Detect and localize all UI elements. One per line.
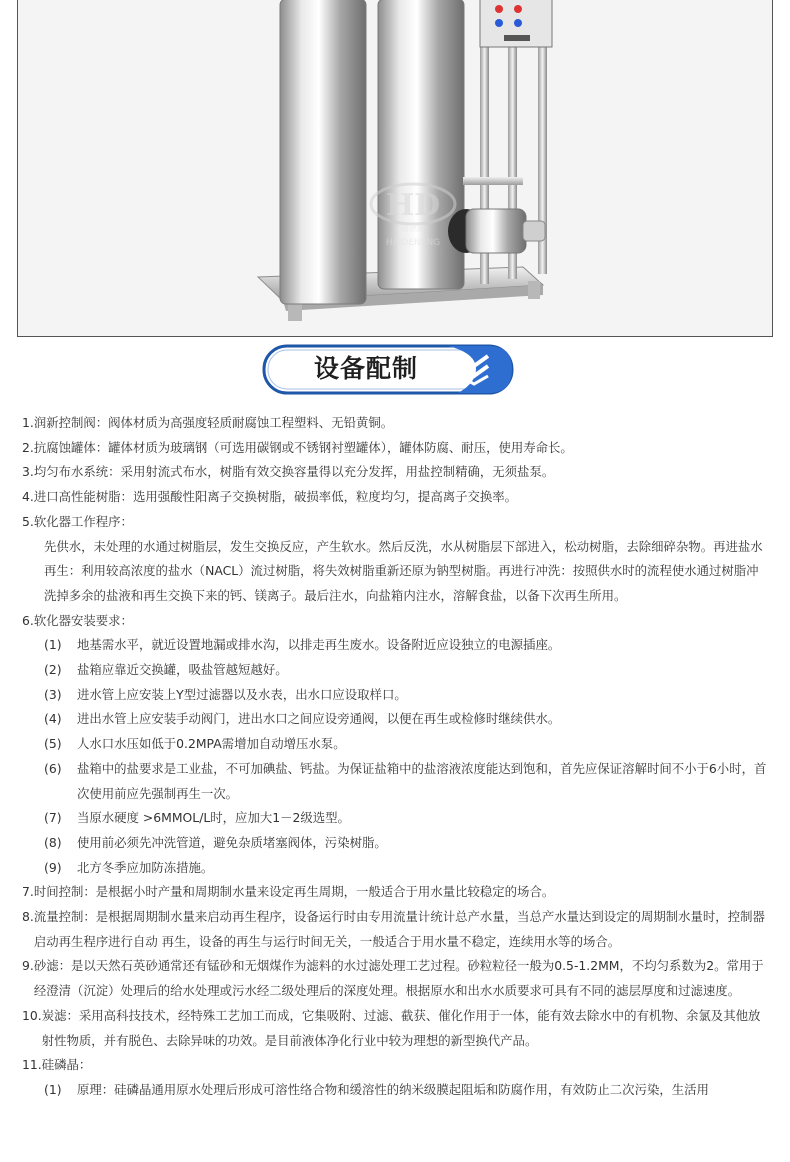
sub-item: (5) 人水口水压如低于0.2MPA需增加自动增压水泵。 [44, 736, 346, 752]
section-banner [262, 343, 514, 396]
equipment-photo [17, 0, 773, 337]
list-item: 5. 软化器工作程序： [22, 513, 133, 529]
section-title: 设备配制 [313, 354, 418, 383]
sub-item: (4) 进出水管上应安装手动阀门，进出水口之间应设旁通阀，以便在再生或检修时继续供水。 [44, 711, 561, 727]
list-item: 9. 砂滤：是以天然石英砂通常还有锰砂和无烟煤作为滤料的水过滤处理工艺过程。砂粒粒径一般为0.5-1.2MM，不均匀系数为2。常用于经澄清（沉淀）处理后的给水处理或污水经二级处理后的深度处理。根据原水和出水水质要求可具有不同的滤层厚度和过滤速度。 [22, 958, 764, 999]
spec-list [22, 411, 768, 1103]
svg-text:海德能: 海德能 [401, 224, 425, 233]
workflow-description: 先供水，未处理的水通过树脂层，发生交换反应，产生软水。然后反洗，水从树脂层下部进入，松动树脂，去除细碎杂物。再进盐水再生：利用较高浓度的盐水（NACL）流过树脂，将失效树脂重新还原为钠型树脂。再进行冲洗：按照供水时的流程使水通过树脂冲洗掉多余的盐液和再生交换下来的钙、镁离子。最后注水，向盐箱内注水，溶解食盐，以备下次再生所用。 [44, 538, 763, 603]
sub-item: (2) 盐箱应靠近交换罐，吸盐管越短越好。 [44, 662, 288, 678]
list-item: 4. 进口高性能树脂：选用强酸性阳离子交换树脂，破损率低，粒度均匀，提高离子交换率。 [22, 489, 518, 505]
sub-item: (7) 当原水硬度 >6MMOL/L时，应加大1－2级选型。 [44, 810, 350, 826]
sub-item: (6) 盐箱中的盐要求是工业盐，不可加碘盐、钙盐。为保证盐箱中的盐溶液浓度能达到饱和，首先应保证溶解时间不小于6小时，首次使用前应先强制再生一次。 [44, 760, 767, 801]
sub-item: (1) 地基需水平，就近设置地漏或排水沟，以排走再生废水。设备附近应设独立的电源插座。 [44, 637, 561, 653]
water-softener-illustration [18, 0, 772, 336]
svg-text:HAIDENENG: HAIDENENG [385, 238, 441, 248]
list-item: 8. 流量控制：是根据周期制水量来启动再生程序，设备运行时由专用流量计统计总产水量，当总产水量达到设定的周期制水量时，控制器启动再生程序进行自动 再生，设备的再生与运行时间无关，一般适合于用水量不稳定，连续用水等的场合。 [22, 909, 765, 949]
sub-item: (3) 进水管上应安装上Y型过滤器以及水表，出水口应设取样口。 [44, 686, 407, 702]
svg-text:HD: HD [385, 188, 441, 223]
list-item: 7. 时间控制：是根据小时产量和周期制水量来设定再生周期，一般适合于用水量比较稳定的场合。 [22, 884, 555, 900]
list-item: 11. 硅磷晶： [22, 1057, 92, 1073]
list-item: 6. 软化器安装要求： [22, 612, 133, 628]
sub-item: (8) 使用前必须先冲洗管道，避免杂质堵塞阀体，污染树脂。 [44, 834, 387, 850]
chevron-down-icon [456, 352, 492, 386]
list-item: 2. 抗腐蚀罐体：罐体材质为玻璃钢（可选用碳钢或不锈钢衬塑罐体），罐体防腐、耐压，使用寿命长。 [22, 439, 573, 455]
list-item: 3. 均匀布水系统：采用射流式布水，树脂有效交换容量得以充分发挥，用盐控制精确，无须盐泵。 [22, 464, 555, 480]
sub-item: (9) 北方冬季应加防冻措施。 [44, 859, 214, 875]
list-item: 1. 润新控制阀：阀体材质为高强度轻质耐腐蚀工程塑料、无铅黄铜。 [22, 415, 394, 430]
sub-item: (1) 原理：硅磷晶通用原水处理后形成可溶性络合物和缓溶性的纳米级膜起阻垢和防腐作用，有效防止二次污染，生活用 [44, 1081, 709, 1097]
list-item: 10. 炭滤：采用高科技技术，经特殊工艺加工而成，它集吸附、过滤、截获、催化作用于一体，能有效去除水中的有机物、余氯及其他放射性物质，并有脱色、去除异味的功效。是目前液体净化行业中较为理想的新型换代产品。 [22, 1007, 761, 1048]
